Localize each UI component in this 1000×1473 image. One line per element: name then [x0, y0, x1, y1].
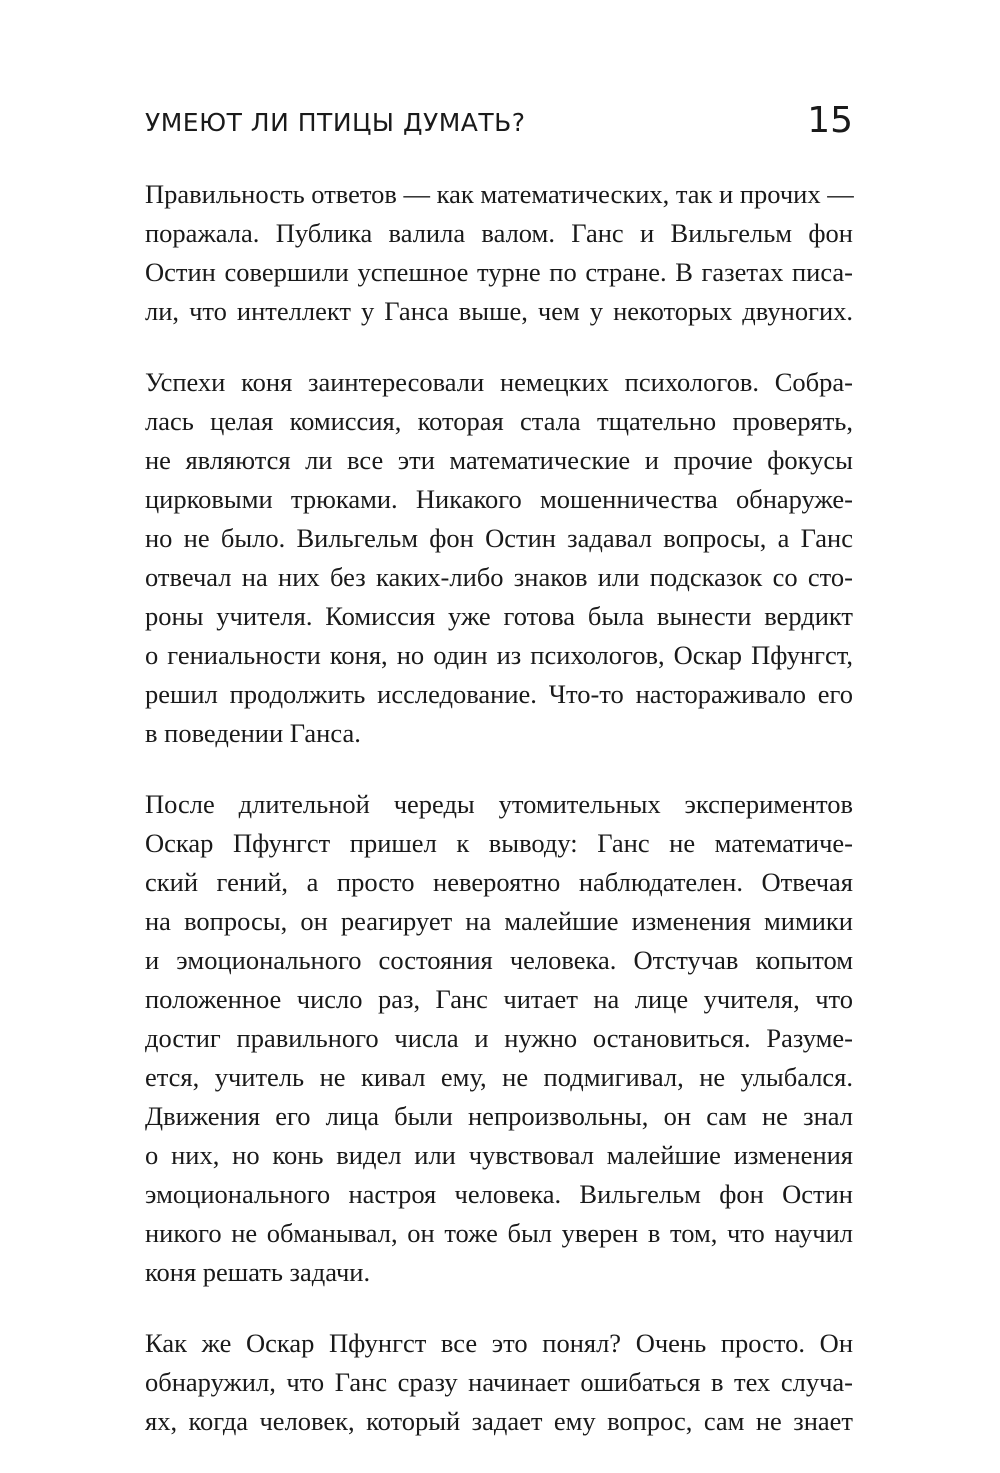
text-line: Как же Оскар Пфунгст все это понял? Очень просто. Он — [145, 1328, 853, 1358]
text-line: решил продолжить исследование. Что-то настораживало его — [145, 679, 853, 709]
text-line: коня решать задачи. — [145, 1257, 371, 1287]
text-line: ли, что интеллект у Ганса выше, чем у некоторых двуногих. — [145, 296, 853, 326]
running-header — [145, 100, 853, 150]
paragraph — [145, 785, 853, 1292]
text-line: на вопросы, он реагирует на малейшие изменения мимики — [145, 906, 853, 936]
text-line: Правильность ответов — как математических, так и прочих — — [145, 179, 854, 209]
text-line: лась целая комиссия, которая стала тщательно проверять, — [145, 406, 853, 436]
text-line: не являются ли все эти математические и прочие фокусы — [145, 445, 853, 475]
text-line: в поведении Ганса. — [145, 718, 361, 748]
text-line: ский гений, а просто невероятно наблюдателен. Отвечая — [145, 867, 853, 897]
text-line: После длительной череды утомительных экспериментов — [145, 789, 853, 819]
text-line: положенное число раз, Ганс читает на лице учителя, что — [145, 984, 853, 1014]
text-line: эмоционального настроя человека. Вильгельм фон Остин — [145, 1179, 853, 1209]
body-text — [145, 175, 853, 1473]
text-line: отвечал на них без каких-либо знаков или подсказок со сто- — [145, 562, 853, 592]
text-line: Движения его лица были непроизвольны, он сам не знал — [145, 1101, 853, 1131]
running-title: УМЕЮТ ЛИ ПТИЦЫ ДУМАТЬ? — [145, 108, 526, 137]
text-line: Успехи коня заинтересовали немецких психологов. Собра- — [145, 367, 853, 397]
paragraph — [145, 363, 853, 753]
text-line: никого не обманывал, он тоже был уверен в том, что научил — [145, 1218, 853, 1248]
text-line: Остин совершили успешное турне по стране. В газетах писа- — [145, 257, 853, 287]
text-line: ется, учитель не кивал ему, не подмигивал, не улыбался. — [145, 1062, 853, 1092]
page-number: 15 — [807, 100, 853, 141]
text-line: ях, когда человек, который задает ему вопрос, сам не знает — [145, 1406, 853, 1436]
paragraph — [145, 175, 853, 331]
text-line: о них, но конь видел или чувствовал малейшие изменения — [145, 1140, 853, 1170]
paragraph — [145, 1324, 853, 1441]
text-line: о гениальности коня, но один из психологов, Оскар Пфунгст, — [145, 640, 853, 670]
text-line: роны учителя. Комиссия уже готова была вынести вердикт — [145, 601, 853, 631]
text-line: достиг правильного числа и нужно остановиться. Разуме- — [145, 1023, 853, 1053]
text-line: Оскар Пфунгст пришел к выводу: Ганс не математиче- — [145, 828, 853, 858]
text-line: обнаружил, что Ганс сразу начинает ошибаться в тех случа- — [145, 1367, 853, 1397]
text-line: и эмоционального состояния человека. Отстучав копытом — [145, 945, 853, 975]
text-line: цирковыми трюками. Никакого мошенничества обнаруже- — [145, 484, 853, 514]
text-line: но не было. Вильгельм фон Остин задавал вопросы, а Ганс — [145, 523, 853, 553]
text-line: поражала. Публика валила валом. Ганс и Вильгельм фон — [145, 218, 853, 248]
